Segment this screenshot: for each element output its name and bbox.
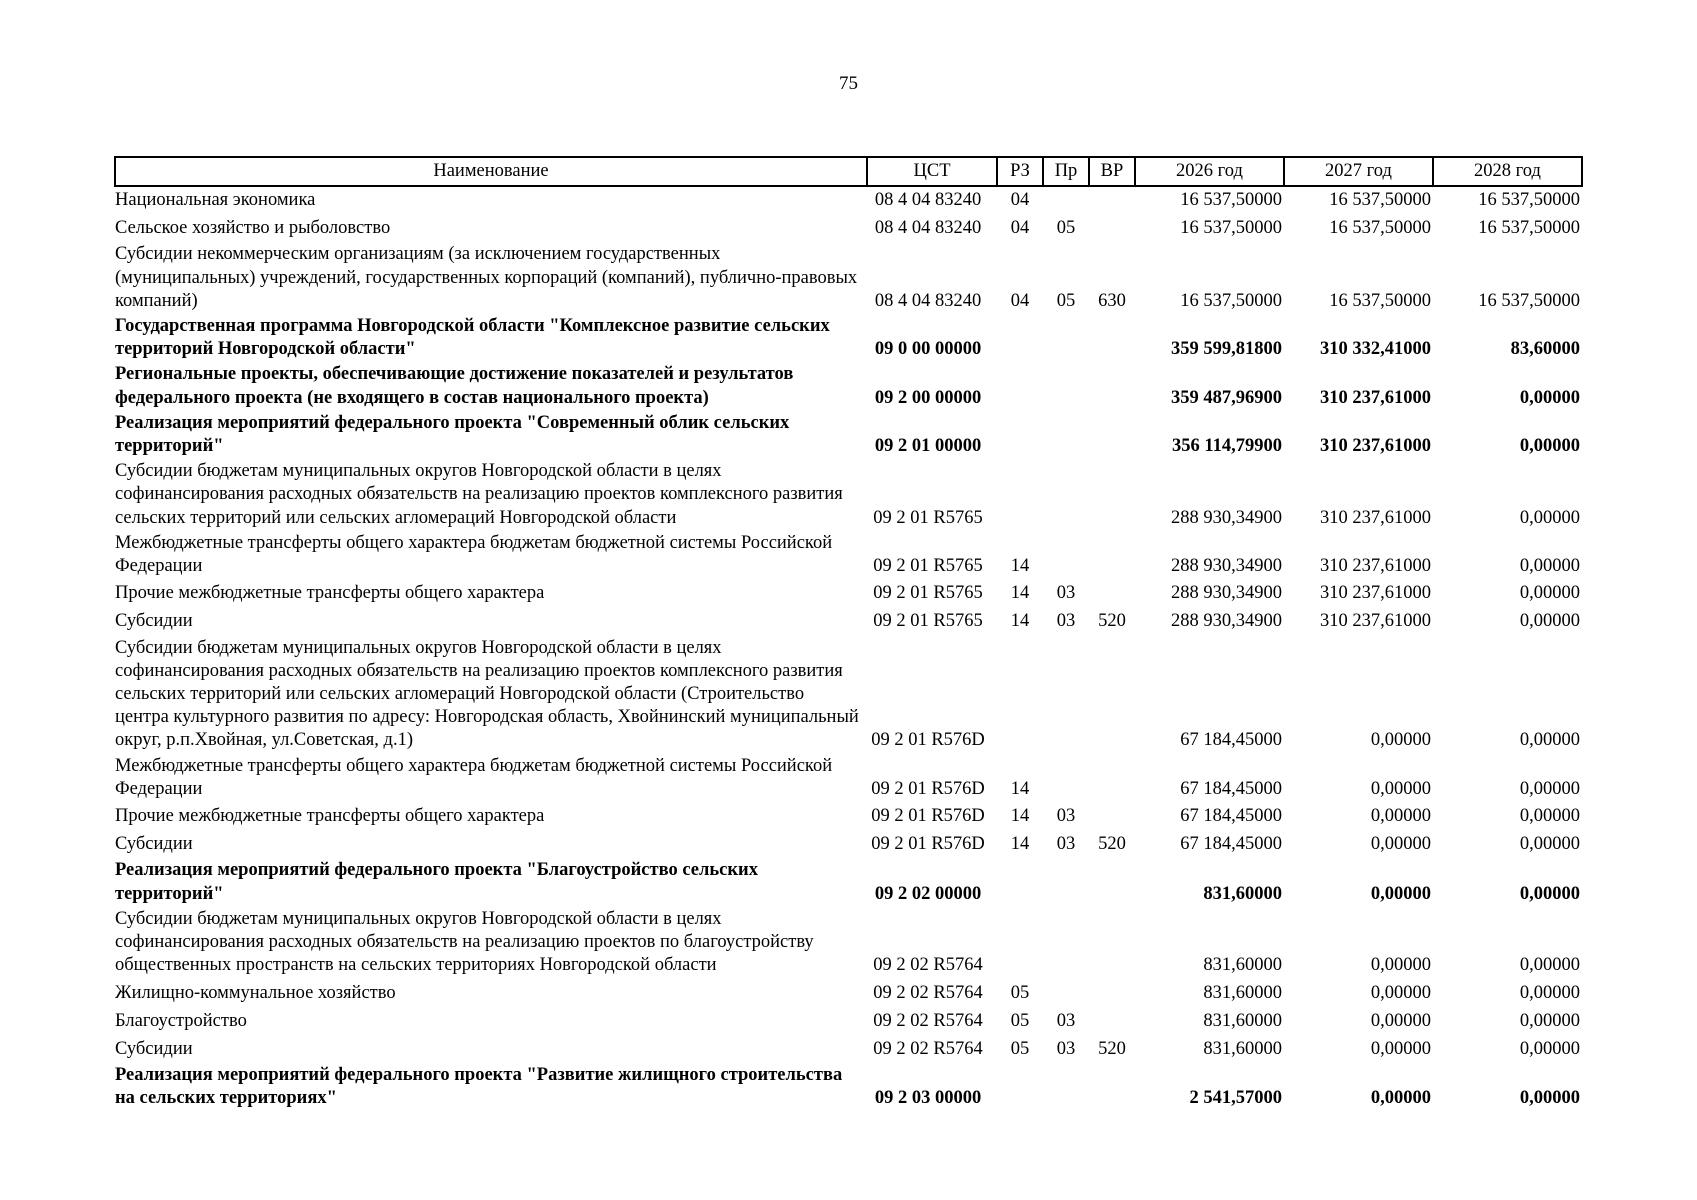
row-cst-code: 09 2 02 R5764 [873, 1010, 983, 1031]
row-name: Государственная программа Новгородской области "Комплексное развитие сельских территорий Новгородской области" [115, 316, 830, 360]
row-vr-code [1089, 315, 1135, 363]
row-vr-code [1089, 186, 1135, 215]
row-cst-code: 08 4 04 83240 [874, 190, 982, 210]
row-vr-code [1089, 532, 1135, 580]
row-pr-code: 03 [1056, 583, 1076, 604]
row-name: Реализация мероприятий федерального проекта "Современный облик сельских территорий" [115, 412, 790, 457]
row-vr-code [1089, 1064, 1135, 1112]
header-year-2028: 2028 год [1433, 157, 1582, 186]
row-amount-2027: 16 537,50000 [1329, 190, 1431, 210]
row-rz-code: 05 [1010, 1010, 1030, 1031]
header-rz: РЗ [997, 157, 1043, 186]
row-amount-2028: 0,00000 [1519, 1088, 1580, 1109]
row-amount-2027: 0,00000 [1370, 1088, 1431, 1109]
row-name: Жилищно-коммунальное хозяйство [115, 982, 396, 1003]
row-pr-code [1043, 1064, 1089, 1112]
row-amount-2027: 310 237,61000 [1320, 611, 1431, 632]
row-cst-code: 09 2 02 R5764 [873, 1038, 983, 1059]
row-cst-code: 09 2 01 R576D [871, 834, 985, 855]
row-amount-2026: 67 184,45000 [1180, 778, 1282, 799]
row-name: Благоустройство [115, 1010, 247, 1031]
table-row [115, 1036, 1582, 1064]
row-amount-2028: 0,00000 [1519, 556, 1580, 577]
row-amount-2027: 310 332,41000 [1320, 339, 1431, 360]
header-name: Наименование [115, 157, 867, 186]
row-pr-code [1043, 460, 1089, 532]
row-rz-code: 14 [1010, 611, 1030, 632]
row-name: Субсидии бюджетам муниципальных округов Новгородской области в целях софинансирования расходных обязательств на реализацию проектов комплексного развития сельских территорий или сельских агломераций Новгородской области (Строительство центра культурного развития по адресу: Новгородская область, Хвойнинский муниципальный округ, р.п.Хвойная, ул.Советская, д.1) [115, 637, 859, 751]
row-name: Региональные проекты, обеспечивающие достижение показателей и результатов федерального проекта (не входящего в состав национального проекта) [115, 364, 794, 408]
row-pr-code [1043, 980, 1089, 1008]
row-rz-code: 05 [1010, 982, 1030, 1003]
row-name: Субсидии бюджетам муниципальных округов Новгородской области в целях софинансирования расходных обязательств на реализацию проектов по благоустройству общественных пространств на сельских территориях Новгородской области [115, 908, 814, 976]
row-amount-2028: 0,00000 [1519, 611, 1580, 632]
budget-table [114, 156, 1583, 1113]
row-rz-code: 04 [1010, 290, 1030, 311]
row-vr-code: 630 [1098, 290, 1126, 311]
row-name: Субсидии [115, 1038, 193, 1059]
row-cst-code: 09 2 01 00000 [874, 436, 982, 457]
row-vr-code [1089, 1008, 1135, 1036]
row-amount-2028: 0,00000 [1519, 834, 1580, 855]
row-cst-code: 09 2 01 R576D [871, 806, 985, 827]
table-row [115, 980, 1582, 1008]
row-amount-2028: 0,00000 [1519, 436, 1580, 457]
row-pr-code: 03 [1056, 834, 1076, 855]
row-amount-2027: 0,00000 [1370, 982, 1431, 1003]
table-row [115, 315, 1582, 363]
row-rz-code [997, 460, 1043, 532]
row-amount-2026: 2 541,57000 [1189, 1088, 1282, 1109]
row-name: Субсидии некоммерческим организациям (за исключением государственных (муниципальных) учреждений, государственных корпораций (компаний), публично-правовых компаний) [115, 244, 858, 311]
row-rz-code [997, 637, 1043, 755]
row-amount-2027: 310 237,61000 [1320, 387, 1431, 408]
row-cst-code: 09 0 00 00000 [874, 339, 982, 360]
row-name: Субсидии [115, 834, 193, 855]
row-amount-2028: 0,00000 [1519, 730, 1580, 751]
row-cst-code: 09 2 00 00000 [874, 387, 982, 408]
table-row [115, 859, 1582, 907]
row-amount-2027: 0,00000 [1370, 955, 1431, 976]
row-name: Реализация мероприятий федерального проекта "Развитие жилищного строительства на сельских территориях" [115, 1065, 843, 1109]
row-vr-code [1089, 859, 1135, 907]
row-amount-2027: 16 537,50000 [1329, 290, 1431, 311]
row-amount-2027: 0,00000 [1370, 883, 1431, 904]
row-name: Субсидии бюджетам муниципальных округов Новгородской области в целях софинансирования расходных обязательств на реализацию проектов комплексного развития сельских территорий или сельских агломераций Новгородской области [115, 461, 843, 528]
row-vr-code [1089, 580, 1135, 608]
row-amount-2026: 288 930,34900 [1171, 611, 1282, 632]
row-amount-2026: 831,60000 [1203, 883, 1282, 904]
row-vr-code [1089, 215, 1135, 243]
row-amount-2026: 831,60000 [1203, 1038, 1282, 1059]
row-cst-code: 09 2 01 R5765 [873, 507, 983, 528]
row-pr-code: 05 [1056, 290, 1076, 311]
row-amount-2028: 0,00000 [1519, 583, 1580, 604]
table-row [115, 186, 1582, 215]
row-pr-code: 03 [1056, 806, 1076, 827]
row-amount-2027: 0,00000 [1370, 778, 1431, 799]
row-amount-2028: 0,00000 [1519, 1038, 1580, 1059]
row-amount-2028: 0,00000 [1519, 507, 1580, 528]
table-row [115, 755, 1582, 803]
table-row [115, 803, 1582, 831]
header-vr: ВР [1089, 157, 1135, 186]
row-rz-code [997, 1064, 1043, 1112]
row-cst-code: 09 2 01 R5765 [873, 556, 983, 577]
row-rz-code: 14 [1010, 556, 1030, 577]
row-vr-code: 520 [1098, 611, 1126, 632]
row-amount-2026: 288 930,34900 [1171, 556, 1282, 577]
row-pr-code [1043, 412, 1089, 460]
row-vr-code [1089, 637, 1135, 755]
row-vr-code [1089, 908, 1135, 980]
row-amount-2026: 356 114,79900 [1172, 436, 1282, 457]
row-cst-code: 09 2 02 R5764 [873, 982, 983, 1003]
row-pr-code [1043, 755, 1089, 803]
table-row [115, 608, 1582, 636]
header-cst: ЦСТ [867, 157, 997, 186]
table-row [115, 637, 1582, 755]
row-rz-code: 14 [1010, 778, 1030, 799]
table-row [115, 908, 1582, 980]
row-amount-2026: 831,60000 [1203, 1010, 1282, 1031]
row-pr-code [1043, 532, 1089, 580]
table-row [115, 412, 1582, 460]
row-vr-code [1089, 363, 1135, 411]
row-rz-code: 04 [1010, 190, 1030, 210]
row-pr-code: 03 [1056, 611, 1076, 632]
row-amount-2026: 16 537,50000 [1180, 190, 1282, 210]
row-cst-code: 09 2 02 R5764 [873, 955, 983, 976]
row-amount-2027: 0,00000 [1370, 1038, 1431, 1059]
row-amount-2027: 310 237,61000 [1320, 583, 1431, 604]
row-name: Реализация мероприятий федерального проекта "Благоустройство сельских территорий" [115, 860, 758, 904]
row-amount-2026: 67 184,45000 [1180, 806, 1282, 827]
table-row [115, 363, 1582, 411]
table-row [115, 532, 1582, 580]
row-amount-2026: 831,60000 [1203, 982, 1282, 1003]
row-rz-code [997, 315, 1043, 363]
page-number: 75 [839, 73, 858, 94]
row-amount-2026: 16 537,50000 [1180, 290, 1282, 311]
row-amount-2026: 831,60000 [1203, 955, 1282, 976]
row-rz-code [997, 859, 1043, 907]
row-cst-code: 09 2 02 00000 [874, 883, 982, 904]
row-pr-code: 03 [1056, 1038, 1076, 1059]
table-row [115, 215, 1582, 243]
row-rz-code: 14 [1010, 583, 1030, 604]
row-amount-2028: 0,00000 [1519, 982, 1580, 1003]
header-year-2026: 2026 год [1135, 157, 1284, 186]
table-row [115, 580, 1582, 608]
row-rz-code: 14 [1010, 834, 1030, 855]
table-row [115, 831, 1582, 859]
row-pr-code [1043, 637, 1089, 755]
table-row [115, 243, 1582, 315]
row-amount-2027: 0,00000 [1370, 730, 1431, 751]
row-amount-2028: 83,60000 [1510, 339, 1580, 360]
row-amount-2027: 310 237,61000 [1320, 436, 1431, 457]
row-rz-code [997, 908, 1043, 980]
row-amount-2028: 0,00000 [1519, 806, 1580, 827]
row-vr-code [1089, 412, 1135, 460]
row-amount-2027: 0,00000 [1370, 1010, 1431, 1031]
row-cst-code: 09 2 03 00000 [874, 1088, 982, 1109]
row-name: Прочие межбюджетные трансферты общего характера [115, 806, 545, 827]
table-header [115, 157, 1582, 186]
row-vr-code [1089, 755, 1135, 803]
row-amount-2027: 310 237,61000 [1320, 507, 1431, 528]
row-vr-code: 520 [1098, 1038, 1126, 1059]
row-cst-code: 08 4 04 83240 [874, 290, 982, 311]
row-amount-2028: 0,00000 [1519, 955, 1580, 976]
row-cst-code: 09 2 01 R576D [871, 730, 985, 751]
row-amount-2027: 0,00000 [1370, 806, 1431, 827]
row-amount-2026: 359 487,96900 [1171, 387, 1282, 408]
row-pr-code [1043, 859, 1089, 907]
row-amount-2026: 67 184,45000 [1180, 834, 1282, 855]
table-row [115, 1064, 1582, 1112]
row-amount-2026: 359 599,81800 [1171, 339, 1282, 360]
row-amount-2026: 288 930,34900 [1171, 583, 1282, 604]
row-amount-2028: 0,00000 [1519, 883, 1580, 904]
row-amount-2028: 0,00000 [1519, 778, 1580, 799]
row-vr-code: 520 [1098, 834, 1126, 855]
row-amount-2027: 16 537,50000 [1329, 218, 1431, 239]
row-amount-2026: 67 184,45000 [1180, 730, 1282, 751]
row-name: Национальная экономика [115, 190, 316, 210]
row-amount-2028: 0,00000 [1519, 1010, 1580, 1031]
header-pr: Пр [1043, 157, 1089, 186]
row-cst-code: 08 4 04 83240 [874, 218, 982, 239]
header-year-2027: 2027 год [1284, 157, 1433, 186]
row-name: Прочие межбюджетные трансферты общего характера [115, 583, 545, 604]
row-rz-code: 05 [1010, 1038, 1030, 1059]
row-pr-code [1043, 908, 1089, 980]
row-pr-code: 05 [1056, 218, 1076, 239]
table-body [115, 186, 1582, 1113]
row-amount-2028: 16 537,50000 [1478, 290, 1580, 311]
row-amount-2027: 0,00000 [1370, 834, 1431, 855]
row-vr-code [1089, 803, 1135, 831]
row-pr-code [1043, 186, 1089, 215]
row-name: Межбюджетные трансферты общего характера бюджетам бюджетной системы Российской Федерации [115, 755, 833, 799]
budget-table-container [114, 156, 1583, 1113]
row-amount-2026: 288 930,34900 [1171, 507, 1282, 528]
row-cst-code: 09 2 01 R576D [871, 778, 985, 799]
row-vr-code [1089, 460, 1135, 532]
row-pr-code: 03 [1056, 1010, 1076, 1031]
row-cst-code: 09 2 01 R5765 [873, 583, 983, 604]
row-name: Субсидии [115, 611, 193, 632]
header-row [115, 157, 1582, 186]
row-name: Сельское хозяйство и рыболовство [115, 218, 391, 239]
row-rz-code: 04 [1010, 218, 1030, 239]
row-amount-2027: 310 237,61000 [1320, 556, 1431, 577]
row-name: Межбюджетные трансферты общего характера бюджетам бюджетной системы Российской Федерации [115, 532, 833, 577]
row-amount-2028: 16 537,50000 [1478, 218, 1580, 239]
table-row [115, 460, 1582, 532]
row-rz-code: 14 [1010, 806, 1030, 827]
row-amount-2026: 16 537,50000 [1180, 218, 1282, 239]
table-row [115, 1008, 1582, 1036]
row-rz-code [997, 363, 1043, 411]
row-rz-code [997, 412, 1043, 460]
row-pr-code [1043, 363, 1089, 411]
row-vr-code [1089, 980, 1135, 1008]
row-amount-2028: 0,00000 [1519, 387, 1580, 408]
row-pr-code [1043, 315, 1089, 363]
row-amount-2028: 16 537,50000 [1478, 190, 1580, 210]
row-cst-code: 09 2 01 R5765 [873, 611, 983, 632]
